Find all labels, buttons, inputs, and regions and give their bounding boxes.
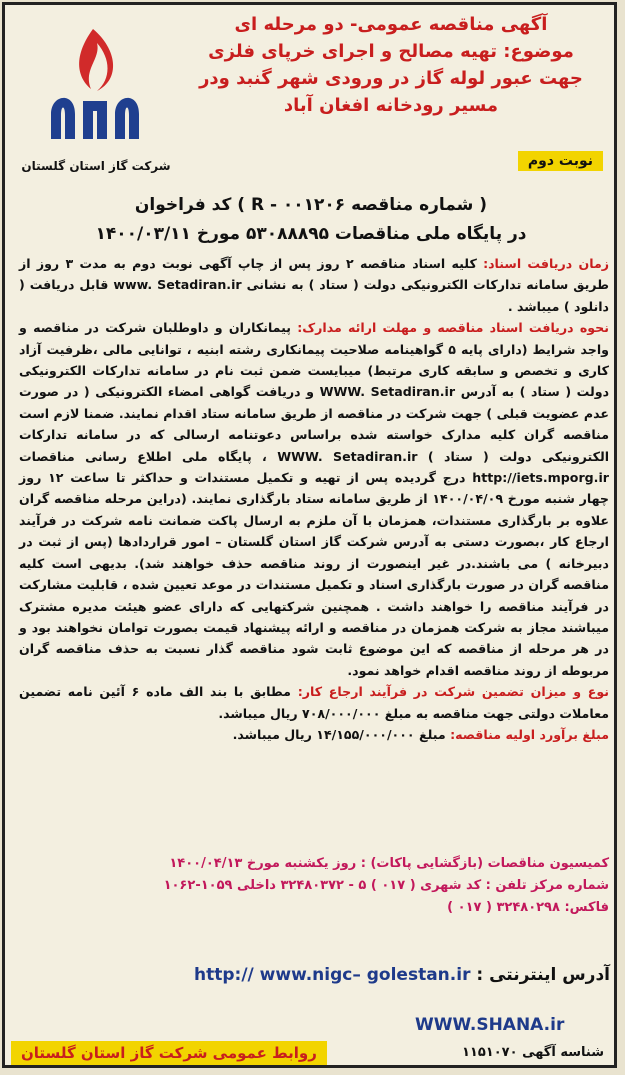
shana-link[interactable]: WWW.SHANA.ir [415,1015,565,1035]
section-text: و دریافت گواهی امضاء الکترونیکی ( در صورت عدم عضویت قبلی ) جهت شرکت در مناقصه از طریق سامانه ستاد اقدام نمایند. ضمنا لازم است مناقصه گران کلیه مدارک خواسته شده براساس دعوتنامه ارسالی که در سامانه تدارکات الکترونیکی دولت ( ستاد ) [19,384,610,464]
nigc-flame-icon [31,19,161,154]
public-relations-banner: روابط عمومی شرکت گاز استان گلستان [11,1041,327,1065]
section-text: مطابق با بند الف ماده ۶ آئین نامه تضمین معاملات دولتی جهت مناقصه به مبلغ ۷۰۸/۰۰۰/۰۰۰ ریال میباشد. [19,684,609,721]
tender-number-line-2: در پایگاه ملی مناقصات ۵۳۰۸۸۸۹۵ مورخ ۱۴۰۰/۰۳/۱۱ [95,224,527,244]
contact-block [19,853,609,919]
setadiran-link[interactable]: WWW. Setadiran.ir [277,448,418,464]
setadiran-link[interactable]: www. Setadiran.ir [113,277,242,293]
section-text: کلیه اسناد مناقصه ۲ روز پس از چاپ آگهی نوبت دوم به مدت ۳ روز از طریق سامانه تدارکات الکترونیکی دولت ( ستاد ) به نشانی [19,256,609,293]
title-line-4: مسیر رودخانه افغان آباد [283,95,499,116]
section-guarantee [19,681,609,724]
website-link[interactable]: http:// www.nigc– golestan.ir [194,965,471,985]
setadiran-link[interactable]: WWW. Setadiran.ir [319,384,456,400]
section-text: ، پایگاه ملی اطلاع رسانی مناقصات [19,448,267,464]
section-text: درج گردیده پس از تهیه و تکمیل مستندات و حداکثر تا ساعت ۱۲ روز چهار شنبه مورخ ۱۴۰۰/۰۴/۰۹ از طریق سامانه ستاد بارگذاری نمایند. (دراین مرحله مناقصه گران علاوه بر بارگذاری مستندات، همزمان با آن ملزم به ارسال پاکت ضمانت نامه شرکت در فرآیند ارجاع کار ،بصورت دستی به آدرس شرکت گاز استان گلستان – امور قراردادها (پس از ثبت در دبیرخانه ) می باشند.در غیر اینصورت از روند مناقصه حذف خواهند شد). بدیهی است کلیه مناقصه گران در صورت بارگذاری اسناد و تکمیل مستندات در موعد تعیین شده ، قابلیت مشارکت در فرآیند مناقصه را خواهند داشت . همچنین شرکتهایی که دارای عضو هیئت مدیره مشترک میباشند مجاز به شرکت همزمان در مناقصه و ارائه پیشنهاد قیمت بصورت توامان نخواهند بود و در هر مرحله از مناقصه که این موضوع ثابت شود مناقصه گذار نسبت به حذف مناقصه گران مربوطه از روند مناقصه اقدام خواهد نمود. [19,470,609,678]
tender-number-line-1: ( شماره مناقصه R - ۰۰۱۲۰۶ ) کد فراخوان [134,195,488,215]
section-submission [19,317,609,681]
title-line-2: موضوع: تهیه مصالح و اجرای خرپای فلزی [208,41,574,62]
section-text: پیمانکاران و داوطلبان شرکت در مناقصه و واجد شرایط (دارای پایه ۵ گواهینامه صلاحیت پیمانکاری رشته ابنیه ، توانایی مالی ،ظرفیت آزاد کاری و تخصص و سابقه کاری مرتبط) میبایست ضمن ثبت نام در سامانه تدارکات الکترونیکی دولت ( ستاد ) به آدرس [19,320,610,400]
website-label: آدرس اینترنتی : [476,965,610,985]
title-line-3: جهت عبور لوله گاز در ورودی شهر گنبد ودر [199,68,583,89]
ad-id: شناسه آگهی ۱۱۵۱۰۷۰ [462,1045,604,1060]
section-text: قابل دریافت ( دانلود ) میباشد . [19,277,609,314]
section-estimate [19,724,609,745]
company-name: شرکت گاز استان گلستان [21,159,171,173]
title-line-1: آگهی مناقصه عمومی- دو مرحله ای [234,14,548,35]
notice-title [173,11,609,119]
commission-date: کمیسیون مناقصات (بازگشایی پاکات) : روز یکشنبه مورخ ۱۴۰۰/۰۴/۱۳ [169,856,609,871]
section-title: نوع و میزان تضمین شرکت در فرآیند ارجاع کار: [297,684,610,700]
section-title: زمان دریافت اسناد: [483,256,609,271]
notice-sheet [2,2,617,1068]
notice-header [13,11,609,186]
section-title: مبلغ برآورد اولیه مناقصه: [450,726,609,742]
section-text: مبلغ ۱۴/۱۵۵/۰۰۰/۰۰۰ ریال میباشد. [232,726,446,742]
notice-body [19,253,609,745]
company-logo [21,19,171,184]
section-document-time [19,253,609,317]
website-row [25,965,610,985]
section-title: نحوه دریافت اسناد مناقصه و مهلت ارائه مدارک: [297,320,609,336]
tender-number [13,191,609,249]
iets-link[interactable]: http://iets.mporg.ir [472,470,609,486]
phone-number: شماره مرکز تلفن : کد شهری ( ۰۱۷ ) ۵ - ۳۲۴۸۰۳۷۲ داخلی ۱۰۵۹-۱۰۶۲ [163,878,609,893]
fax-number: فاکس: ۳۲۴۸۰۲۹۸ ( ۰۱۷ ) [447,900,609,915]
edition-badge: نوبت دوم [518,151,603,171]
